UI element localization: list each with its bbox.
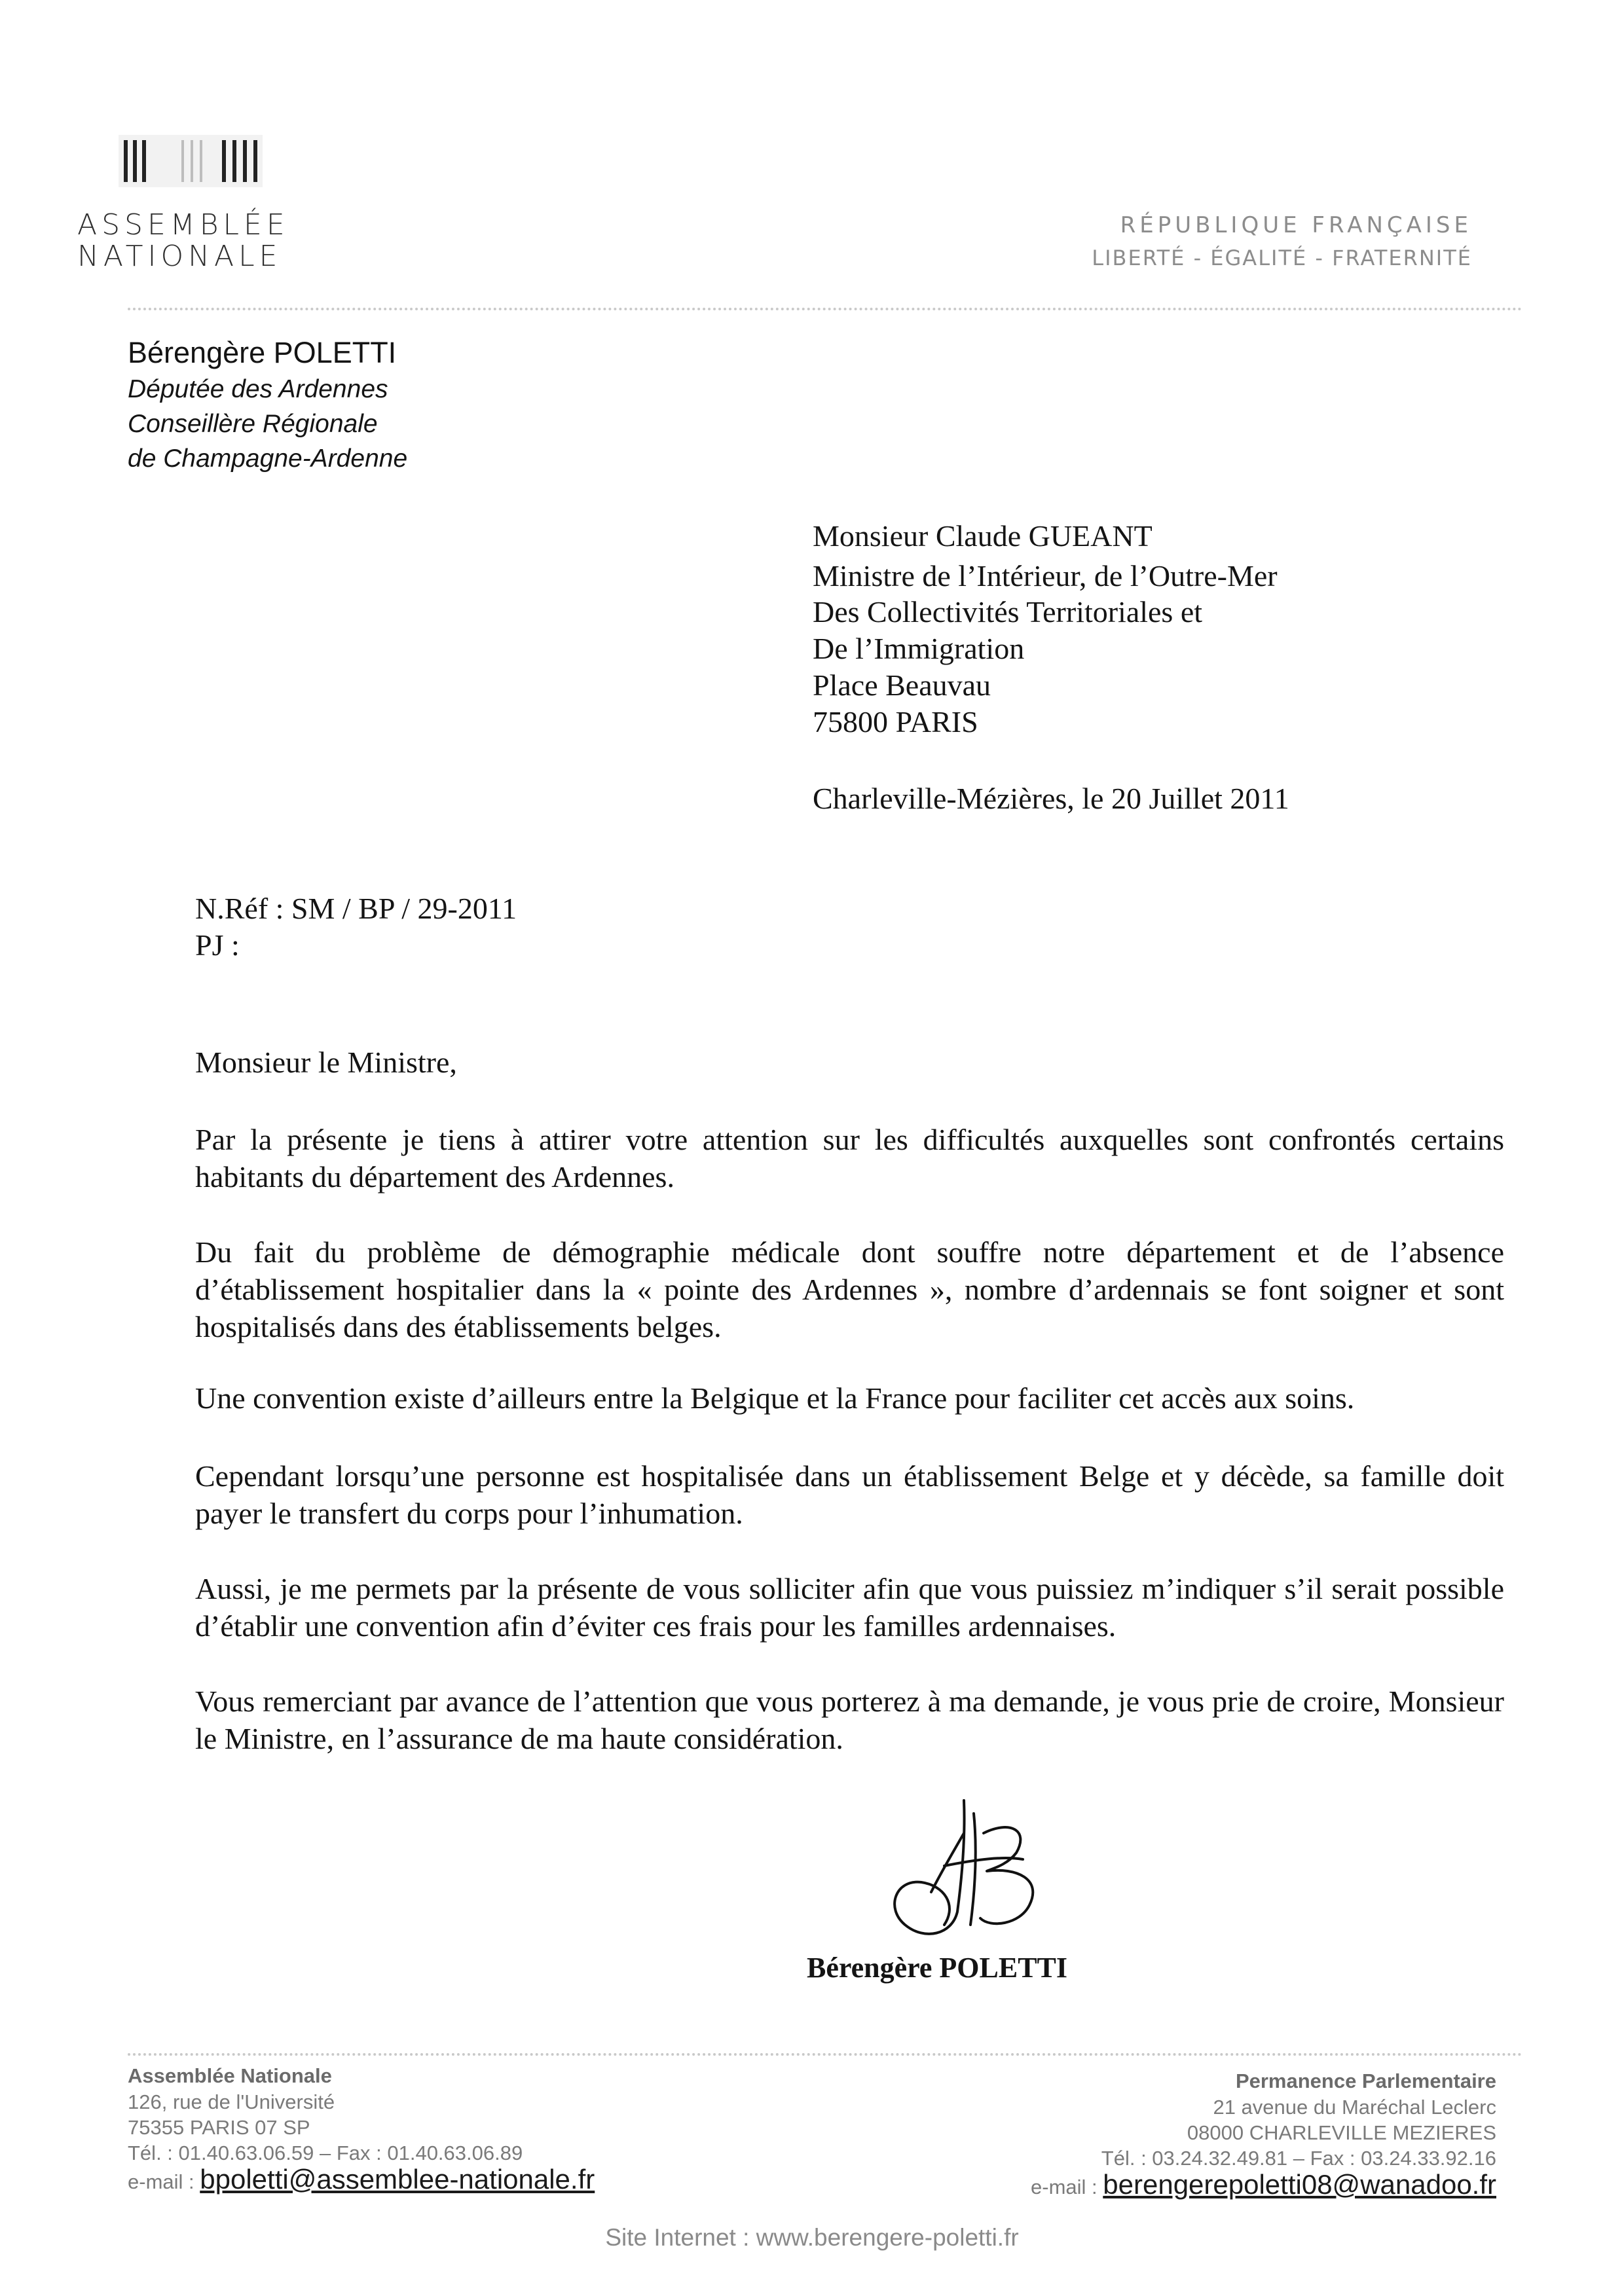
assemblee-nationale-logo [119, 135, 263, 187]
footer-divider [128, 2053, 1522, 2056]
handwritten-signature [866, 1794, 1088, 1951]
footer-right-email-link[interactable]: berengerepoletti08@wanadoo.fr [1103, 2169, 1496, 2200]
logo-text-line2: NATIONALE [77, 240, 282, 273]
recipient-line: Ministre de l’Intérieur, de l’Outre-Mer [813, 559, 1278, 592]
signatory-name: Bérengère POLETTI [807, 1952, 1068, 1984]
header-divider [128, 308, 1522, 310]
footer-left-email-row [128, 2166, 595, 2195]
reference-number: N.Réf : SM / BP / 29-2011 [195, 892, 517, 925]
republic-motto: LIBERTÉ - ÉGALITÉ - FRATERNITÉ [1092, 246, 1472, 270]
footer-right-phone: Tél. : 03.24.32.49.81 – Fax : 03.24.33.92.16 [1101, 2147, 1496, 2170]
body-paragraph: Par la présente je tiens à attirer votre attention sur les difficultés auxquelles sont confrontés certains habitants du département des Ardennes. [195, 1123, 1504, 1194]
recipient-line: De l’Immigration [813, 632, 1025, 665]
attachments-label: PJ : [195, 928, 240, 962]
footer-right-email-row [1031, 2169, 1496, 2200]
footer-right-title: Permanence Parlementaire [1235, 2069, 1496, 2092]
salutation: Monsieur le Ministre, [195, 1046, 457, 1079]
recipient-line: 75800 PARIS [813, 705, 978, 738]
body-paragraph: Du fait du problème de démographie médicale dont souffre notre département et de l’absence d’établissement hospitalier dans la « pointe des Ardennes », nombre d’ardennais se font soigner et sont hospitalisés dans des établissements belges. [195, 1235, 1504, 1343]
body-paragraph: Vous remerciant par avance de l’attention que vous porterez à ma demande, je vous prie de croire, Monsieur le Ministre, en l’assurance de ma haute considération. [195, 1685, 1504, 1755]
email-label: e-mail : [128, 2170, 194, 2193]
sender-role: Conseillère Régionale [128, 410, 378, 438]
place-and-date: Charleville-Mézières, le 20 Juillet 2011 [813, 782, 1289, 815]
body-paragraph: Aussi, je me permets par la présente de vous solliciter afin que vous puissiez m’indiquer s’il serait possible d’établir une convention afin d’éviter ces frais pour les familles ardennaises. [195, 1572, 1504, 1643]
email-label: e-mail : [1031, 2176, 1098, 2198]
recipient-line: Monsieur Claude GUEANT [813, 519, 1153, 553]
footer-right-address: 21 avenue du Maréchal Leclerc [1213, 2096, 1496, 2119]
logo-text-line1: ASSEMBLÉE [77, 208, 289, 242]
body-paragraph: Une convention existe d’ailleurs entre la Belgique et la France pour faciliter cet accès aux soins. [195, 1381, 1355, 1415]
recipient-line: Des Collectivités Territoriales et [813, 595, 1203, 629]
footer-left-address: 126, rue de l'Université [128, 2090, 335, 2113]
footer-left-title: Assemblée Nationale [128, 2064, 332, 2087]
recipient-line: Place Beauvau [813, 668, 991, 702]
footer-left-address: 75355 PARIS 07 SP [128, 2116, 310, 2139]
sender-name: Bérengère POLETTI [128, 336, 397, 369]
footer-right-address: 08000 CHARLEVILLE MEZIERES [1187, 2121, 1496, 2144]
body-paragraph: Cependant lorsqu’une personne est hospitalisée dans un établissement Belge et y décède, sa famille doit payer le transfert du corps pour l’inhumation. [195, 1459, 1504, 1530]
republique-francaise: RÉPUBLIQUE FRANÇAISE [1120, 212, 1472, 238]
footer-left-phone: Tél. : 01.40.63.06.59 – Fax : 01.40.63.06.89 [128, 2141, 523, 2164]
sender-role: Députée des Ardennes [128, 375, 388, 403]
website-link[interactable]: Site Internet : www.berengere-poletti.fr [605, 2224, 1019, 2251]
footer-left-email-link[interactable]: bpoletti@assemblee-nationale.fr [200, 2164, 595, 2195]
sender-role: de Champagne-Ardenne [128, 445, 408, 473]
